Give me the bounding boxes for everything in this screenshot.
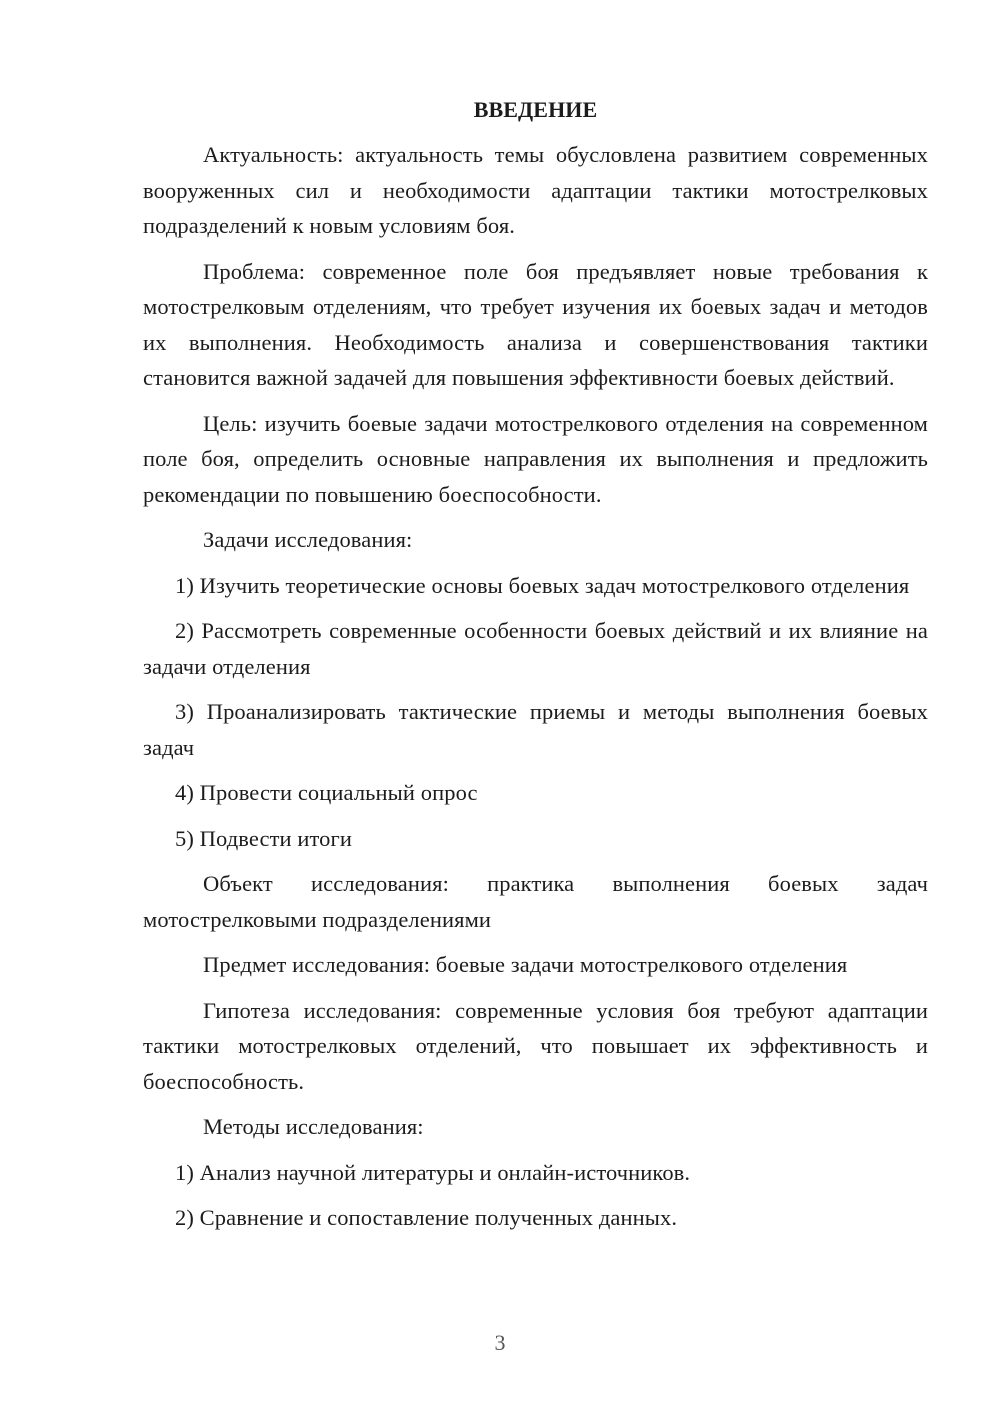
paragraph-object: Объект исследования: практика выполнения боевых задач мотострелковыми подразделениями xyxy=(143,871,928,932)
section-heading: ВВЕДЕНИЕ xyxy=(473,97,598,122)
task-item: 5) Подвести итоги xyxy=(175,825,352,851)
methods-title: Методы исследования: xyxy=(203,1114,424,1139)
page-number: 3 xyxy=(494,1330,506,1355)
paragraph-problem: Проблема: современное поле боя предъявляет новые требования к мотострелковым отделениям, что требует изучения их боевых задач и методов их выполнения. Необходимость анализа и совершенствования тактики становится важной задачей для повышения эффективности боевых действий. xyxy=(143,258,928,390)
task-item: 4) Провести социальный опрос xyxy=(175,780,478,805)
task-item: 1) Изучить теоретические основы боевых задач мотострелкового отделения xyxy=(175,572,910,598)
page-content xyxy=(143,92,928,1246)
paragraph-hypothesis: Гипотеза исследования: современные условия боя требуют адаптации тактики мотострелковых отделений, что повышает их эффективность и боеспособность. xyxy=(143,997,928,1094)
paragraph-relevance: Актуальность: актуальность темы обусловлена развитием современных вооруженных сил и необходимости адаптации тактики мотострелковых подразделений к новым условиям боя. xyxy=(143,142,928,238)
task-item: 3) Проанализировать тактические приемы и методы выполнения боевых задач xyxy=(143,699,928,760)
method-item: 2) Сравнение и сопоставление полученных данных. xyxy=(175,1205,678,1230)
paragraph-subject: Предмет исследования: боевые задачи мотострелкового отделения xyxy=(203,952,848,977)
method-item: 1) Анализ научной литературы и онлайн-источников. xyxy=(175,1159,691,1185)
paragraph-goal: Цель: изучить боевые задачи мотострелкового отделения на современном поле боя, определить основные направления их выполнения и предложить рекомендации по повышению боеспособности. xyxy=(143,410,928,507)
tasks-title: Задачи исследования: xyxy=(203,527,413,552)
task-item: 2) Рассмотреть современные особенности боевых действий и их влияние на задачи отделения xyxy=(143,618,928,679)
